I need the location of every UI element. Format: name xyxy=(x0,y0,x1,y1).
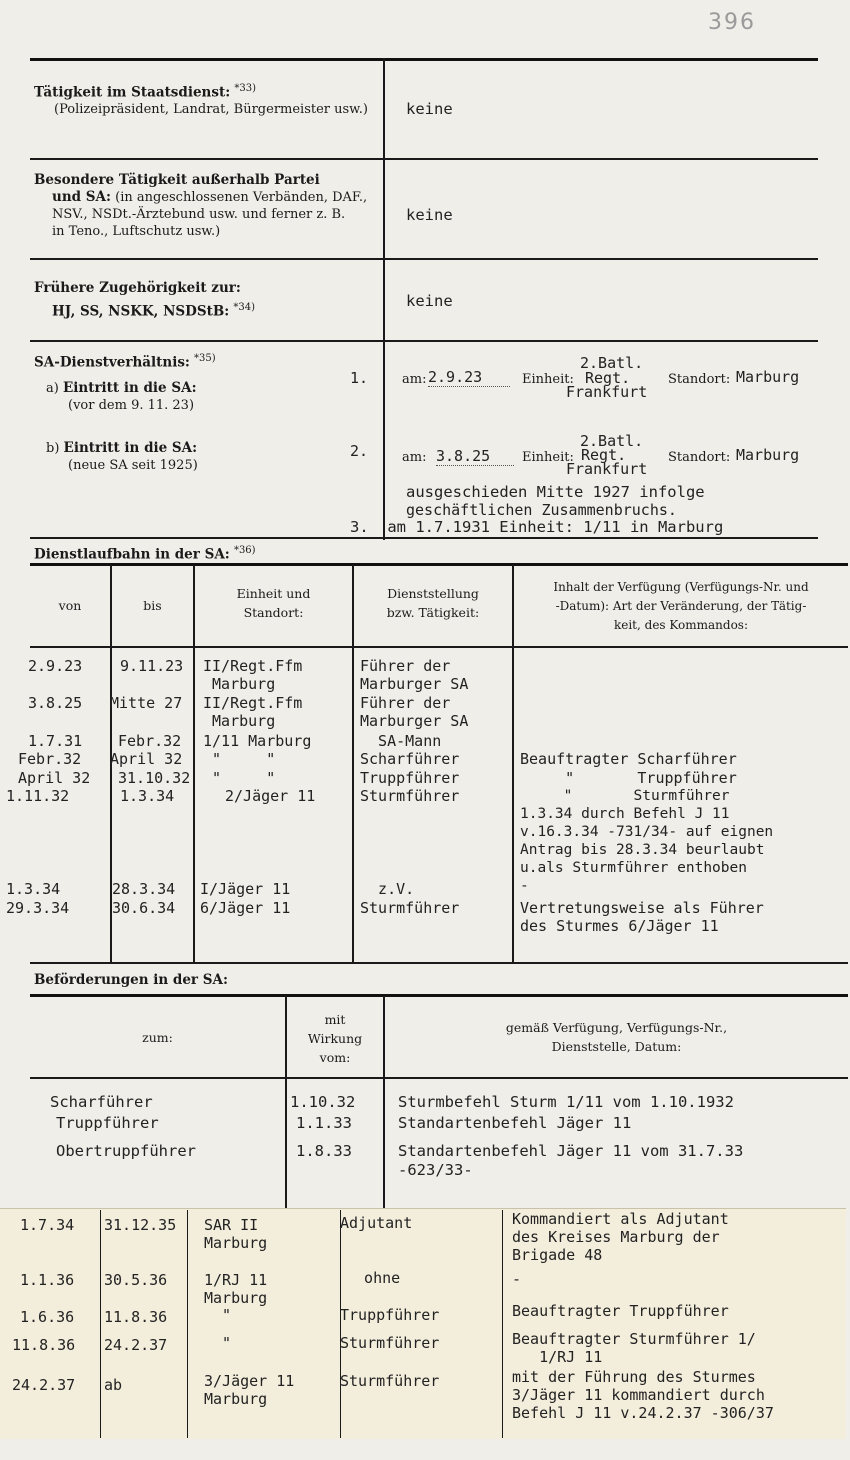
dl-von: Febr.32 xyxy=(18,750,82,768)
dl-einheit: " " xyxy=(203,750,276,768)
header-inhalt-2: -Datum): Art der Veränderung, der Tätig- xyxy=(555,599,807,613)
dl-von: 1.11.32 xyxy=(6,787,70,805)
besondere-value: keine xyxy=(406,206,453,224)
header-stellung-1: Dienststellung xyxy=(387,586,479,601)
dl-bis: 9.11.23 xyxy=(120,657,184,675)
fruehere-value: keine xyxy=(406,292,453,310)
dl-einheit: II/Regt.Ffm Marburg xyxy=(203,657,303,693)
dl-inhalt: Beauftragter Scharführer xyxy=(520,750,737,768)
att-stellung: Sturmführer xyxy=(340,1334,440,1352)
att-einheit: " xyxy=(204,1334,232,1352)
row1-am-label: am: xyxy=(402,372,427,387)
bef-wirkung: 1.1.33 xyxy=(296,1114,352,1132)
dl-einheit: 2/Jäger 11 xyxy=(225,787,316,805)
rule xyxy=(30,994,848,997)
sa-dienst-bold: SA-Dienstverhältnis: xyxy=(34,354,190,371)
dl-von: April 32 xyxy=(18,769,91,787)
dl-bis: 31.10.32 xyxy=(118,769,191,787)
row2-standort-label: Standort: xyxy=(668,450,731,465)
dl-stellung: Sturmführer xyxy=(360,899,460,917)
dl-stellung: Sturmführer xyxy=(360,787,460,805)
row1-standort-value: Marburg xyxy=(736,368,800,386)
att-bis: 11.8.36 xyxy=(104,1308,168,1326)
row1-einheit-3: Frankfurt xyxy=(566,383,648,401)
dl-bis: 28.3.34 xyxy=(112,880,176,898)
rule xyxy=(30,537,818,539)
sa-dienst-note: *35) xyxy=(194,353,216,364)
dl-bis: 30.6.34 xyxy=(112,899,176,917)
header-von: von xyxy=(58,598,82,613)
header-inhalt-3: keit, des Kommandos: xyxy=(613,618,749,632)
fruehere-label xyxy=(34,280,379,320)
column-divider xyxy=(340,1210,341,1438)
att-stellung: Sturmführer xyxy=(340,1372,440,1390)
rule xyxy=(30,646,848,648)
row2-num: 2. xyxy=(350,442,369,460)
rule xyxy=(30,340,818,342)
besondere-bold-1: Besondere Tätigkeit außerhalb Partei xyxy=(34,172,320,188)
rule xyxy=(30,1077,848,1079)
header-gemaess xyxy=(385,1018,848,1056)
att-stellung: Truppführer xyxy=(340,1306,440,1324)
dl-bis: April 32 xyxy=(110,750,183,768)
att-bis: 30.5.36 xyxy=(104,1271,168,1289)
att-inhalt: mit der Führung des Sturmes 3/Jäger 11 kommandiert durch Befehl J 11 v.24.2.37 -306/37 xyxy=(512,1368,774,1422)
staatsdienst-label xyxy=(34,80,379,118)
rule xyxy=(30,258,818,260)
besondere-rest-2: NSV., NSDt.-Ärztebund usw. und ferner z. B. xyxy=(52,207,346,222)
bef-verfuegung: Standartenbefehl Jäger 11 xyxy=(398,1114,632,1132)
dl-einheit: 6/Jäger 11 xyxy=(200,899,291,917)
bef-verfuegung: Sturmbefehl Sturm 1/11 vom 1.10.1932 xyxy=(398,1093,734,1111)
header-gemaess-2: Dienststelle, Datum: xyxy=(551,1039,682,1054)
befoerderungen-title xyxy=(34,972,228,989)
sa-note-1: ausgeschieden Mitte 1927 infolge xyxy=(406,483,705,501)
header-inhalt xyxy=(514,578,848,635)
header-mit-wirkung xyxy=(287,1010,383,1067)
rule xyxy=(30,962,848,964)
column-divider xyxy=(383,58,385,540)
dienstlaufbahn-title-text: Dienstlaufbahn in der SA: xyxy=(34,546,230,563)
row1-standort-label: Standort: xyxy=(668,372,731,387)
dl-bis: Febr.32 xyxy=(118,732,182,750)
sa-dienst-label xyxy=(34,350,379,371)
sa-eintritt-a xyxy=(46,380,197,414)
dl-inhalt: " Truppführer xyxy=(520,769,737,787)
header-einheit-1: Einheit und xyxy=(236,586,311,601)
att-von: 24.2.37 xyxy=(12,1376,76,1394)
b-bold: Eintritt in die SA: xyxy=(63,440,198,456)
dl-stellung: Truppführer xyxy=(360,769,460,787)
rule xyxy=(30,58,818,61)
att-bis: 24.2.37 xyxy=(104,1336,168,1354)
bef-verfuegung: Standartenbefehl Jäger 11 vom 31.7.33 -623/33- xyxy=(398,1142,744,1179)
rule xyxy=(30,563,848,566)
a-prefix: a) xyxy=(46,381,59,396)
dl-von: 2.9.23 xyxy=(28,657,83,675)
dl-bis: 1.3.34 xyxy=(120,787,175,805)
staatsdienst-sub: (Polizeipräsident, Landrat, Bürgermeister usw.) xyxy=(54,102,368,118)
header-mit-2: Wirkung xyxy=(307,1031,363,1046)
a-bold: Eintritt in die SA: xyxy=(62,380,197,396)
dl-stellung: SA-Mann xyxy=(360,732,442,750)
row1-am-value: 2.9.23 xyxy=(428,368,510,387)
row2-einheit-label: Einheit: xyxy=(522,450,574,465)
row2-standort-value: Marburg xyxy=(736,446,800,464)
row2-einheit-3: Frankfurt xyxy=(566,460,648,478)
row2-einheit-2: Regt. xyxy=(581,446,627,464)
att-einheit: SAR II Marburg xyxy=(204,1216,268,1252)
dl-stellung: Führer der Marburger SA xyxy=(360,694,469,730)
header-mit-1: mit xyxy=(324,1012,346,1027)
bef-zum: Scharführer xyxy=(50,1093,153,1111)
row1-einheit-1: 2.Batl. xyxy=(580,354,644,372)
row1-einheit-2: Regt. xyxy=(585,369,631,387)
dl-einheit: I/Jäger 11 xyxy=(200,880,291,898)
row1-num: 1. xyxy=(350,369,369,387)
bef-zum: Truppführer xyxy=(56,1114,159,1132)
dl-von: 3.8.25 xyxy=(28,694,83,712)
bef-wirkung: 1.10.32 xyxy=(290,1093,356,1111)
dl-stellung: Führer der Marburger SA xyxy=(360,657,469,693)
sa-eintritt-b xyxy=(46,440,198,474)
page-number: 396 xyxy=(708,10,756,35)
bef-zum: Obertruppführer xyxy=(56,1142,196,1160)
att-einheit: 3/Jäger 11 Marburg xyxy=(204,1372,295,1408)
dl-inhalt: Vertretungsweise als Führer des Sturmes 6/Jäger 11 xyxy=(520,899,764,935)
header-mit-3: vom: xyxy=(319,1050,351,1065)
header-gemaess-1: gemäß Verfügung, Verfügungs-Nr., xyxy=(505,1020,728,1035)
dl-einheit: II/Regt.Ffm Marburg xyxy=(203,694,303,730)
fruehere-bold-1: Frühere Zugehörigkeit zur: xyxy=(34,280,241,296)
att-einheit: " xyxy=(204,1306,232,1324)
row2-einheit-1: 2.Batl. xyxy=(580,432,644,450)
dienstlaufbahn-title xyxy=(34,542,256,563)
header-zum: zum: xyxy=(142,1030,173,1045)
dl-einheit: " " xyxy=(203,769,276,787)
header-einheit-2: Standort: xyxy=(243,605,304,620)
row2-am-value: 3.8.25 xyxy=(436,447,514,466)
besondere-rest-1: (in angeschlossenen Verbänden, DAF., xyxy=(115,190,368,205)
sa-note-2: geschäftlichen Zusammenbruchs. xyxy=(406,501,677,519)
att-stellung: ohne xyxy=(346,1269,401,1287)
att-inhalt: - xyxy=(512,1270,522,1288)
bef-wirkung: 1.8.33 xyxy=(296,1142,352,1160)
header-stellung xyxy=(354,584,512,622)
dl-stellung: z.V. xyxy=(360,880,415,898)
dl-einheit: 1/11 Marburg xyxy=(203,732,312,750)
fruehere-bold-2: HJ, SS, NSKK, NSDStB: xyxy=(52,303,230,320)
header-stellung-2: bzw. Tätigkeit: xyxy=(386,605,480,620)
att-einheit: 1/RJ 11 Marburg xyxy=(204,1271,268,1307)
dienstlaufbahn-note: *36) xyxy=(233,545,256,556)
a-sub: (vor dem 9. 11. 23) xyxy=(68,398,195,413)
besondere-label xyxy=(34,172,379,240)
rule xyxy=(30,158,818,160)
att-inhalt: Kommandiert als Adjutant des Kreises Marburg der Brigade 48 xyxy=(512,1210,729,1264)
staatsdienst-note: *33) xyxy=(234,83,256,94)
dl-bis: Mitte 27 xyxy=(110,694,183,712)
b-prefix: b) xyxy=(46,441,60,456)
row2-am-label: am: xyxy=(402,450,427,465)
column-divider xyxy=(187,1210,188,1438)
sa-row3: 3. am 1.7.1931 Einheit: 1/11 in Marburg xyxy=(350,518,724,536)
dl-stellung: Scharführer xyxy=(360,750,460,768)
att-von: 1.7.34 xyxy=(20,1216,75,1234)
header-inhalt-1: Inhalt der Verfügung (Verfügungs-Nr. und xyxy=(553,580,809,594)
att-stellung: Adjutant xyxy=(340,1214,413,1232)
att-bis: 31.12.35 xyxy=(104,1216,177,1234)
b-sub: (neue SA seit 1925) xyxy=(68,458,198,473)
att-inhalt: Beauftragter Sturmführer 1/ 1/RJ 11 xyxy=(512,1330,756,1366)
header-bis: bis xyxy=(143,598,162,613)
column-divider xyxy=(193,565,195,962)
column-divider xyxy=(352,565,354,962)
att-von: 1.6.36 xyxy=(20,1308,75,1326)
dl-inhalt: " Sturmführer 1.3.34 durch Befehl J 11 v.16.3.34 -731/34- auf eignen Antrag bis 28.3.34 beurlaubt u.als Sturmführer enthoben - xyxy=(520,788,774,894)
column-divider xyxy=(502,1210,503,1438)
staatsdienst-label-bold: Tätigkeit im Staatsdienst: xyxy=(34,84,231,101)
staatsdienst-value: keine xyxy=(406,100,453,118)
dl-von: 1.3.34 xyxy=(6,880,61,898)
att-von: 11.8.36 xyxy=(12,1336,76,1354)
dl-von: 29.3.34 xyxy=(6,899,70,917)
column-divider xyxy=(100,1210,101,1438)
att-von: 1.1.36 xyxy=(20,1271,75,1289)
besondere-rest-3: in Teno., Luftschutz usw.) xyxy=(52,224,221,239)
dl-von: 1.7.31 xyxy=(28,732,83,750)
fruehere-note: *34) xyxy=(233,302,256,313)
att-inhalt: Beauftragter Truppführer xyxy=(512,1302,729,1320)
row1-einheit-label: Einheit: xyxy=(522,372,574,387)
header-einheit xyxy=(195,584,352,622)
befoerderungen-title-text: Beförderungen in der SA: xyxy=(34,972,228,988)
att-bis: ab xyxy=(104,1376,123,1394)
besondere-bold-2: und SA: xyxy=(52,189,111,205)
